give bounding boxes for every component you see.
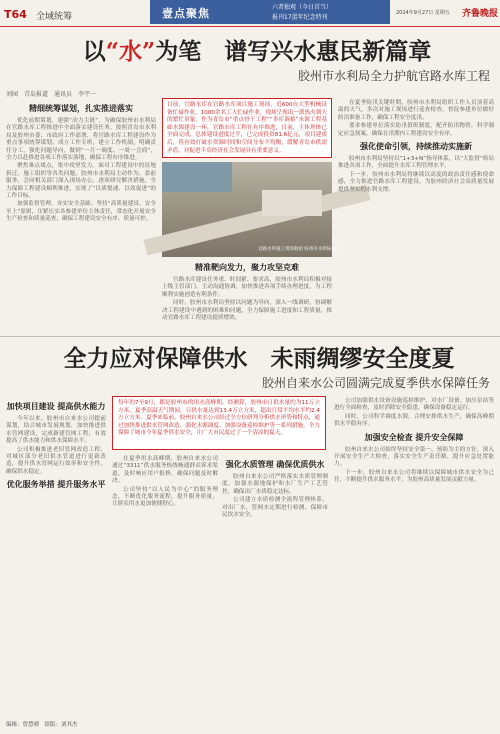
article1-byline: 刘园 青岛报道 通讯员 李宇一 — [6, 91, 97, 98]
newspaper-logo: 齐鲁晚报 — [462, 9, 499, 19]
photo-caption: 官路水库施工现场航拍 胶州市水利局供图 — [258, 247, 341, 252]
page-number: T64 — [4, 8, 27, 21]
article1-left-column — [6, 100, 156, 335]
title-highlight: “水” — [105, 38, 156, 65]
article2-left-column: 加快项目建设 提高供水能力 今年以来，胶州市自来水公司提前谋划，结合城市发展规划，加快推进供水管网建设，完成新建管网工程，有效提高了供水能力和供水保障水平。 公司积极推进老旧管网改造工程，对城区部分老旧供水管道进行更新改造，提升供水管网运行效率和安全性，确保供水稳定。 优化服务举措 提升服务水平 — [6, 402, 106, 490]
article1-right-column: 在夏季防汛关键时期，胶州市水利局组织工作人员顶着高温的天气，多次对施工现场进行巡查检查，督促参建单位做好防汛准备工作，确保工程安全度汛。 要求参建单位落实防汛值班制度，配齐防汛物资，科学制定应急预案，确保在汛期内工程建设安全有序。 强化使命引领，持续推动实施新 胶州市水利局坚持以“1+3+N”指导体系，以“大监督”格局推进各项工作，全面提升水库工程管理水平。 下一步，胶州市水利局将继续以高度的政治责任感和使命感，全力推进官路水库工程建设，为胶州经济社会高质量发展提供坚实的水利支撑。 — [338, 100, 494, 193]
article1-summary-box: 目前，官路水库在官路水库项目施工现场，近600台大型机械设备忙碌作业，1000余名工人忙碌作业，现场呈现出一派热火朝天的繁忙景象。作为青岛市“重点骨干工程”“多库调蓄”水源工程基础水源建设一环，官路水库工程在有序推进，目前，主体坝体已全面完成，总体建设进度过半，已完成投资81.6亿元，项目建成后，将有效打破水资源时间和空间分布不均衡，缓解青岛市供需矛盾，对促进半岛经济社会发展具有重要意义。 — [162, 98, 332, 158]
band-subtitle-2: 报刊17蛋年纪念特刊 — [272, 14, 328, 21]
feature-band — [150, 0, 390, 24]
article1-mid-heading: 精准靶向发力，聚力攻坚克难 — [195, 263, 299, 272]
article2-mid2-column: 强化水质管理 确保优质供水 胶州自来水公司严格落实水质管理制度，加强水源地保护和水厂生产工艺管控，确保出厂水质稳定达标。 公司建立水质检测全流程管理体系，对出厂水、管网水定期进行检测，保障市民饮水安全。 — [222, 460, 328, 519]
article2-subtitle: 胶州自来水公司圆满完成夏季供水保障任务 — [261, 376, 490, 390]
article2-right-heading: 加强安全检查 提升安全保障 — [364, 432, 464, 442]
article1-subtitle: 胶州市水利局全力护航官路水库工程 — [297, 69, 490, 83]
article1-left-heading: 精细统筹谋划，扎实推进落实 — [29, 104, 133, 113]
article2-title: 全力应对保障供水 未雨绸缪安全度夏 — [63, 345, 455, 372]
article-divider — [0, 336, 500, 337]
construction-photo — [162, 162, 341, 257]
article2-left-heading: 加快项目建设 提高供水能力 — [6, 402, 106, 411]
header-rule — [0, 26, 500, 27]
article2-left-heading-2: 优化服务举措 提升服务水平 — [6, 480, 106, 490]
band-title: 壹点聚焦 — [162, 7, 210, 20]
article2-right-column: 公司加强供水设备设施巡检维护，对水厂设备、加压泵站等进行全面检查，及时消除安全隐患，确保设备稳定运行。 同时，公司科学调度水源，合理安排供水生产，确保高峰期供水平稳有序。 加强安全检查 提升安全保障 胶州自来水公司始终坚持安全第一、预防为主的方针，深入开展安全生产大检查，落实安全生产责任制，提升应急处置能力。 下一步，胶州自来水公司将继续以保障城市供水安全为己任，不断提升供水服务水平，为胶州高质量发展贡献力量。 — [334, 398, 494, 484]
article2-mid-heading: 强化水质管理 确保优质供水 — [225, 460, 325, 469]
section-name: 全域统筹 — [36, 12, 73, 22]
band-subtitle-1: 六者独观（今日首当） — [272, 4, 333, 11]
page-footer: 编辑：曾慧晴 组版：刘其杰 — [6, 722, 78, 728]
article2-mid-column: 在夏季用水高峰期，胶州自来水公司通过“3311”供水服务热线畅通群众诉求渠道，及时响应用户报修，确保问题及时解决。 公司坚持“以人民为中心”的服务理念，不断优化服务流程，提升服务质量，让群众用水更加便捷舒心。 — [112, 456, 218, 508]
page-header — [0, 0, 500, 28]
article1-mid-column: 精准靶向发力，聚力攻坚克难 官路水库建设任务重、时间紧、要求高，胶州市水利局积极对接上级主管部门，主动沟通协调，加快推进各项手续办理进度，为工程顺利实施创造有利条件。 同时，胶州市水利局坚持以问题为导向，深入一线调研，协调解决工程建设中遇到的困难和问题，全力保障施工进度和工程质量，推动官路水库工程建设提质增效。 — [162, 263, 332, 322]
article1-title: 以“水”为笔 谱写兴水惠民新篇章 — [82, 38, 432, 65]
article1-right-heading: 强化使命引领，持续推动实施新 — [360, 142, 472, 152]
article1-left-text: 优化前期策划，建强“动力主链”，为确保胶州市水利局在官路水库工程推进中全面落实建设任务，按照青岛市水利局及胶州市委、市政府工作部署，将官路水库工程建设作为重点事项统筹谋划，成立工作专班，建立工作机制，明确责任分工，强化问题导向，做到“一月一调度、一周一会商”，全力以赴推进各项工作落实落地，确保工程有序推进。 聚焦难点堵点，集中攻坚发力。面对工程建设中的征地拆迁、施工组织等各类问题，胶州市水利局主动作为、靠前服务，会同相关部门深入现场办公，逐项研究解决措施，全力保障工程建设顺利推进，实现了“以质提速、以效促进”的工作目标。 加强监督管理，夯实安全基础。坚持“高质量建设、安全至上”原则，压紧压实各参建单位主体责任，常态化开展安全生产检查和质量巡查，确保工程建设安全有序、质量可控。 — [6, 118, 156, 223]
article2-summary-box: 每年的7至9月，都是胶州市的用水高峰期。经测算，胶州市日供水量约为11万立方米，夏季高温天气期间，日供水量达到13.4万立方米，超出日常平均水平约2.4万立方米。夏季来临前，胶州自来水公司经过全方位研判分析供水形势和特点，通过加快推进供水管网改造、强化水源调度、加强设备巡检维护等一系列措施，全力保障了城市今年夏季供水安全，让广大市民度过了一个清凉的夏天。 — [112, 396, 326, 450]
issue-date: 2024年9月27日 星期五 — [396, 10, 450, 16]
